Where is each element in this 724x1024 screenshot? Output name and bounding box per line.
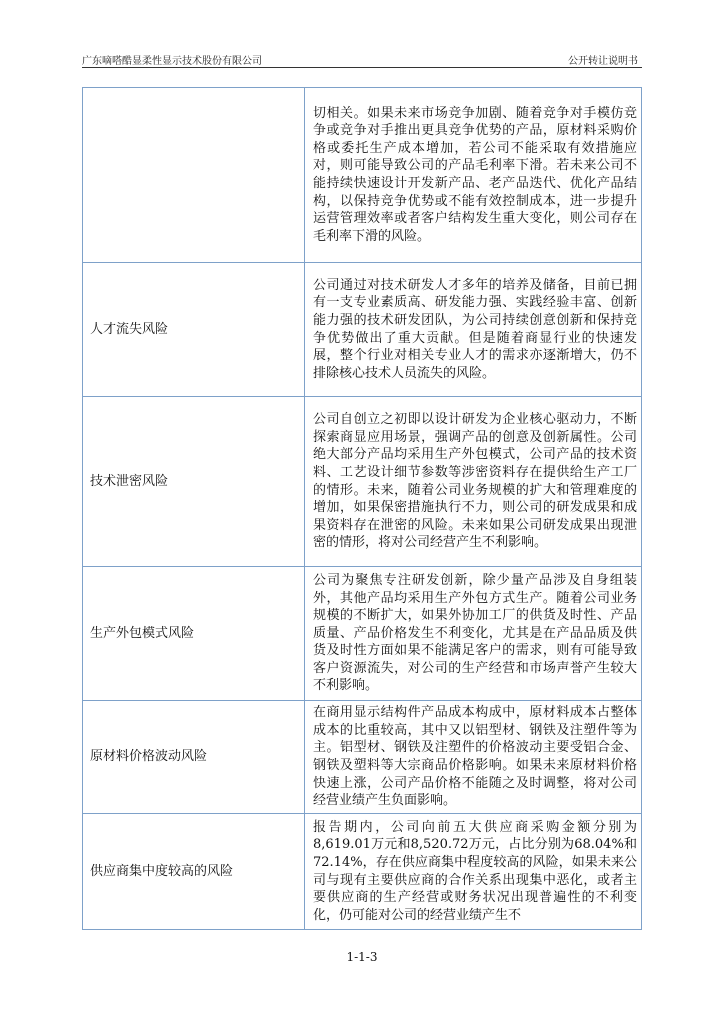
header-document-type: 公开转让说明书 bbox=[568, 56, 638, 67]
header-divider bbox=[82, 67, 642, 68]
risk-description-cell: 报告期内，公司向前五大供应商采购金额分别为8,619.01万元和8,520.72万元，占比分别为68.04%和72.14%，存在供应商集中程度较高的风险，如果未来公司与现有主要供应商的合作关系出现集中恶化，或者主要供应商的生产经营或财务状况出现普遍性的不利变化，仍可能对公司的经营业绩产生不 bbox=[305, 814, 642, 930]
risk-name-cell bbox=[83, 88, 305, 263]
table-row bbox=[83, 263, 642, 397]
risk-table bbox=[82, 87, 642, 930]
risk-description-cell: 切相关。如果未来市场竞争加剧、随着竞争对手模仿竞争或竞争对手推出更具竞争优势的产品，原材料采购价格或委托生产成本增加，若公司不能采取有效措施应对，则可能导致公司的产品毛利率下滑。若未来公司不能持续快速设计开发新产品、老产品迭代、优化产品结构，以保持竞争优势或不能有效控制成本，进一步提升运营管理效率或者客户结构发生重大变化，则公司存在毛利率下滑的风险。 bbox=[305, 88, 642, 263]
table-row bbox=[83, 88, 642, 263]
risk-description-cell: 在商用显示结构件产品成本构成中，原材料成本占整体成本的比重较高，其中又以铝型材、钢铁及注塑件等为主。铝型材、钢铁及注塑件的价格波动主要受铝合金、钢铁及塑料等大宗商品价格影响。如果未来原材料价格快速上涨，公司产品价格不能随之及时调整，将对公司经营业绩产生负面影响。 bbox=[305, 701, 642, 814]
table-row bbox=[83, 814, 642, 930]
page-number: 1-1-3 bbox=[346, 950, 378, 964]
risk-name-cell: 人才流失风险 bbox=[83, 263, 305, 397]
table-row bbox=[83, 397, 642, 567]
risk-name-cell: 供应商集中度较高的风险 bbox=[83, 814, 305, 930]
header-company-name: 广东嘀嗒酷显柔性显示技术股份有限公司 bbox=[82, 56, 262, 67]
risk-name-cell: 生产外包模式风险 bbox=[83, 567, 305, 701]
table-row bbox=[83, 567, 642, 701]
risk-name-cell: 技术泄密风险 bbox=[83, 397, 305, 567]
risk-description-cell: 公司自创立之初即以设计研发为企业核心驱动力，不断探索商显应用场景，强调产品的创意及创新属性。公司绝大部分产品均采用生产外包模式，公司产品的技术资料、工艺设计细节参数等涉密资料存在提供给生产工厂的情形。未来，随着公司业务规模的扩大和管理难度的增加，如果保密措施执行不力，则公司的研发成果和成果资料存在泄密的风险。未来如果公司研发成果出现泄密的情形，将对公司经营产生不利影响。 bbox=[305, 397, 642, 567]
risk-name-cell: 原材料价格波动风险 bbox=[83, 701, 305, 814]
table-row bbox=[83, 701, 642, 814]
risk-description-cell: 公司为聚焦专注研发创新，除少量产品涉及自身组装外，其他产品均采用生产外包方式生产。随着公司业务规模的不断扩大，如果外协加工厂的供货及时性、产品质量、产品价格发生不利变化，尤其是在产品品质及供货及时性方面如果不能满足客户的需求，则有可能导致客户资源流失，对公司的生产经营和市场声誉产生较大不利影响。 bbox=[305, 567, 642, 701]
risk-description-cell: 公司通过对技术研发人才多年的培养及储备，目前已拥有一支专业素质高、研发能力强、实践经验丰富、创新能力强的技术研发团队，为公司持续创意创新和保持竞争优势做出了重大贡献。但是随着商显行业的快速发展，整个行业对相关专业人才的需求亦逐渐增大，仍不排除核心技术人员流失的风险。 bbox=[305, 263, 642, 397]
